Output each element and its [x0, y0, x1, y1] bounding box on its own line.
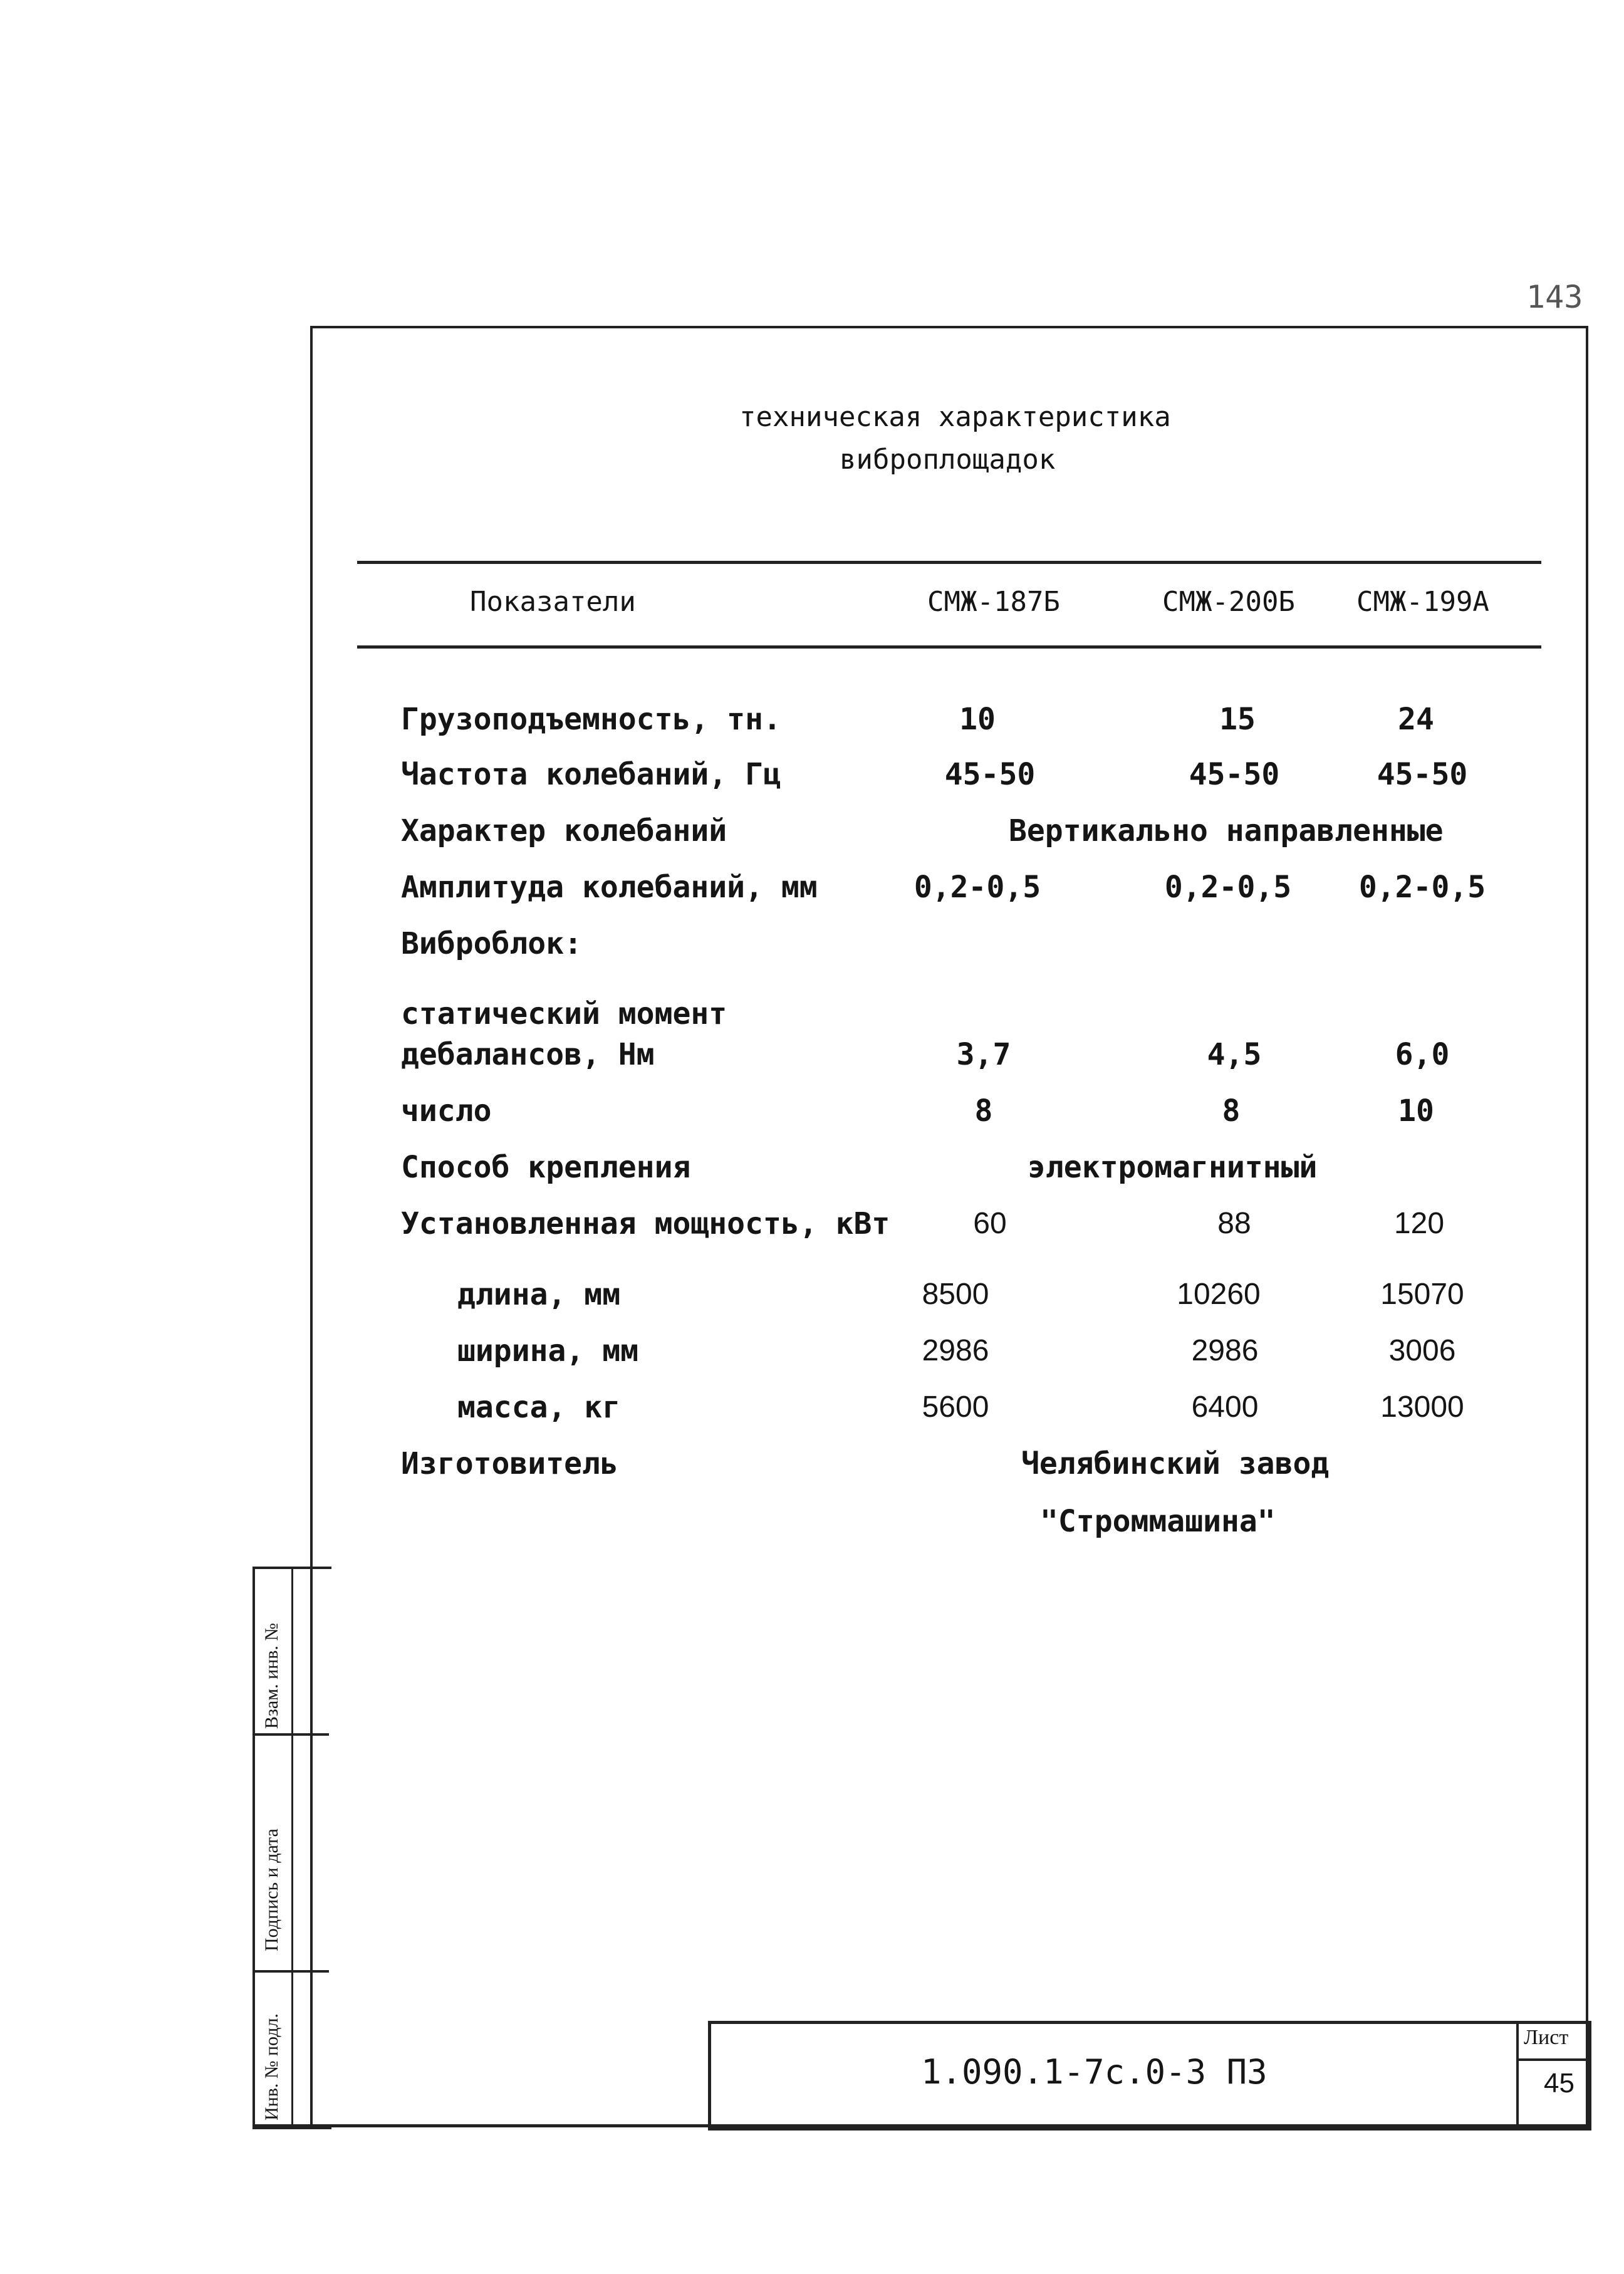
cell-manufacturer-merged-line2: "Строммашина" [1040, 1504, 1276, 1539]
header-bottom-rule [357, 645, 1541, 649]
row-label-fastening: Способ крепления [401, 1150, 691, 1185]
cell-length-2: 10260 [1177, 1278, 1261, 1311]
cell-length-1: 8500 [922, 1278, 989, 1311]
row-label-count: число [401, 1093, 492, 1129]
row-label-static-moment-line2: дебалансов, Нм [401, 1037, 655, 1072]
cell-mass-2: 6400 [1191, 1390, 1259, 1424]
cell-capacity-1: 10 [959, 702, 996, 737]
cell-count-3: 10 [1398, 1093, 1434, 1129]
row-label-mass: масса, кг [457, 1390, 621, 1425]
header-indicators: Показатели [470, 586, 636, 618]
sheet-number: 45 [1544, 2068, 1575, 2099]
document-code: 1.090.1-7с.0-3 ПЗ [921, 2052, 1267, 2092]
cell-oscillation-type-merged: Вертикально направленные [1009, 813, 1444, 848]
side-stamp-column [252, 1567, 331, 2129]
row-label-oscillation-type: Характер колебаний [401, 813, 727, 848]
header-model-2: СМЖ-200Б [1162, 586, 1295, 618]
row-label-capacity: Грузоподъемность, тн. [401, 702, 781, 737]
cell-mass-1: 5600 [922, 1390, 989, 1424]
cell-amplitude-2: 0,2-0,5 [1164, 870, 1292, 905]
side-stamp-divider-1 [252, 1733, 329, 1736]
cell-capacity-2: 15 [1219, 702, 1256, 737]
table-title-line1: техническая характеристика [739, 401, 1171, 433]
cell-width-1: 2986 [922, 1334, 989, 1367]
cell-power-1: 60 [973, 1207, 1007, 1240]
row-label-width: ширина, мм [457, 1333, 638, 1369]
side-stamp-sign-date: Подпись и дата [261, 1828, 282, 1951]
sheet-label: Лист [1524, 2026, 1569, 2049]
cell-frequency-2: 45-50 [1189, 757, 1280, 792]
side-stamp-inner-line [291, 1569, 293, 2127]
row-label-amplitude: Амплитуда колебаний, мм [401, 870, 818, 905]
cell-fastening-merged: электромагнитный [1028, 1150, 1318, 1185]
header-model-3: СМЖ-199А [1356, 586, 1489, 618]
side-stamp-inv-dup: Взам. инв. № [261, 1622, 282, 1729]
sheet-cell-rule [1516, 2058, 1586, 2061]
corner-page-number: 143 [1526, 279, 1583, 315]
row-label-manufacturer: Изготовитель [401, 1446, 618, 1481]
side-stamp-divider-2 [252, 1970, 329, 1973]
row-label-vibroblock: Виброблок: [401, 926, 582, 961]
cell-frequency-1: 45-50 [944, 757, 1036, 792]
side-stamp-inv-orig: Инв. № подл. [261, 2013, 282, 2120]
cell-amplitude-1: 0,2-0,5 [914, 870, 1041, 905]
cell-frequency-3: 45-50 [1377, 757, 1468, 792]
cell-static-moment-1: 3,7 [956, 1037, 1011, 1072]
row-label-static-moment: статический момент [401, 996, 727, 1031]
frame-top-border [310, 326, 1588, 328]
header-top-rule [357, 561, 1541, 564]
cell-width-2: 2986 [1191, 1334, 1259, 1367]
cell-count-2: 8 [1222, 1093, 1241, 1129]
cell-power-2: 88 [1217, 1207, 1251, 1240]
row-label-length: длина, мм [457, 1277, 621, 1312]
row-label-power: Установленная мощность, кВт [401, 1206, 890, 1241]
cell-count-1: 8 [974, 1093, 993, 1129]
cell-amplitude-3: 0,2-0,5 [1358, 870, 1486, 905]
cell-manufacturer-merged: Челябинский завод [1021, 1446, 1330, 1481]
sheet-cell-divider [1516, 2021, 1519, 2124]
frame-right-border [1586, 326, 1588, 2126]
row-label-frequency: Частота колебаний, Гц [401, 757, 781, 792]
cell-static-moment-3: 6,0 [1395, 1037, 1450, 1072]
table-title-line2: виброплощадок [840, 444, 1056, 476]
cell-power-3: 120 [1393, 1207, 1445, 1240]
cell-static-moment-2: 4,5 [1207, 1037, 1262, 1072]
cell-width-3: 3006 [1388, 1334, 1456, 1367]
cell-length-3: 15070 [1380, 1278, 1464, 1311]
cell-capacity-3: 24 [1398, 702, 1434, 737]
cell-mass-3: 13000 [1380, 1390, 1464, 1424]
header-model-1: СМЖ-187Б [927, 586, 1060, 618]
